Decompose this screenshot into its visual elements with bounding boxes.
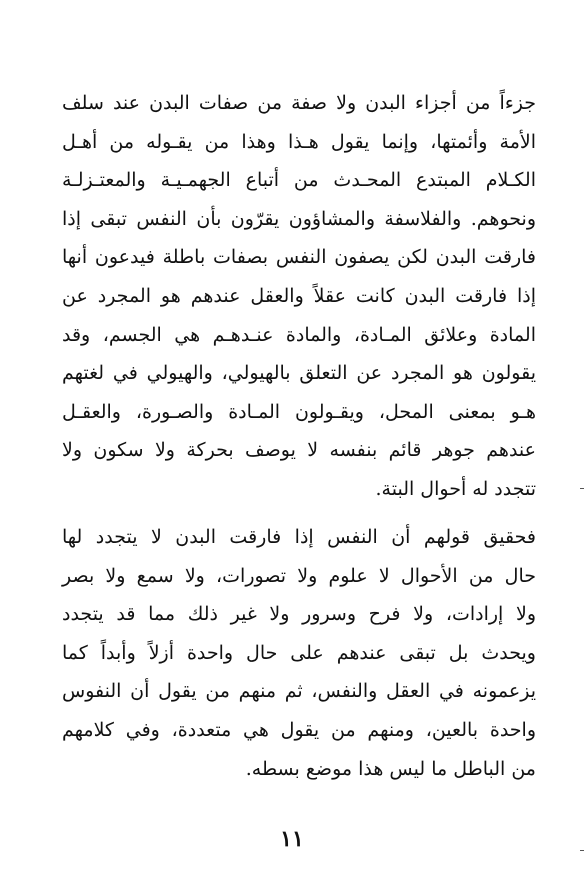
text-line: ونحوهم. والفلاسفة والمشاؤون يقرّون بأن النفس تبقى إذا: [62, 207, 536, 230]
text-line: واحدة بالعين، ومنهم من يقول هي متعددة، وفي كلامهم: [62, 718, 536, 741]
text-line: المادة وعلائق المـادة، والمادة عنـدهـم هي الجسم، وقد: [62, 323, 536, 346]
page-edge-mark: [580, 850, 584, 851]
text-line: إذا فارقت البدن كانت عقلاً والعقل عندهم هو المجرد عن: [62, 284, 536, 307]
text-line: يقولون هو المجرد عن التعلق بالهيولي، والهيولي في لغتهم: [62, 362, 536, 385]
text-line-last: من الباطل ما ليس هذا موضع بسطه.: [245, 757, 536, 780]
text-line: حال من الأحوال لا علوم ولا تصورات، ولا سمع ولا بصر: [62, 564, 536, 587]
text-line: الكـلام المبتدع المحـدث من أتباع الجهمـيـة والمعتـزلـة: [62, 169, 536, 192]
paragraph-2: [62, 518, 536, 788]
text-line: الأمة وأئمتها، وإنما يقول هـذا وهذا من يقـوله من أهـل: [62, 130, 536, 153]
text-line: جزءاً من أجزاء البدن ولا صفة من صفات البدن عند سلف: [62, 92, 536, 114]
text-line: ولا إرادات، ولا فرح وسرور ولا غير ذلك مما قد يتجدد: [62, 603, 536, 626]
text-line: فحقيق قولهم أن النفس إذا فارقت البدن لا يتجدد لها: [62, 526, 536, 548]
paragraph-1: [62, 84, 536, 509]
text-line: ويحدث بل تبقى عندهم على حال واحدة أزلاً وأبداً كما: [62, 641, 536, 664]
text-line: عندهم جوهر قائم بنفسه لا يوصف بحركة ولا سكون ولا: [62, 439, 536, 462]
text-line: هـو بمعنى المحل، ويقـولون المـادة والصـورة، والعقـل: [62, 400, 536, 423]
text-line-last: تتجدد له أحوال البتة.: [375, 477, 536, 500]
text-line: فارقت البدن لكن يصفون النفس بصفات باطلة فيدعون أنها: [62, 246, 536, 269]
text-line: يزعمونه في العقل والنفس، ثم منهم من يقول أن النفوس: [62, 680, 536, 703]
page-edge-mark: [580, 488, 584, 489]
page-number: ١١: [280, 826, 304, 852]
